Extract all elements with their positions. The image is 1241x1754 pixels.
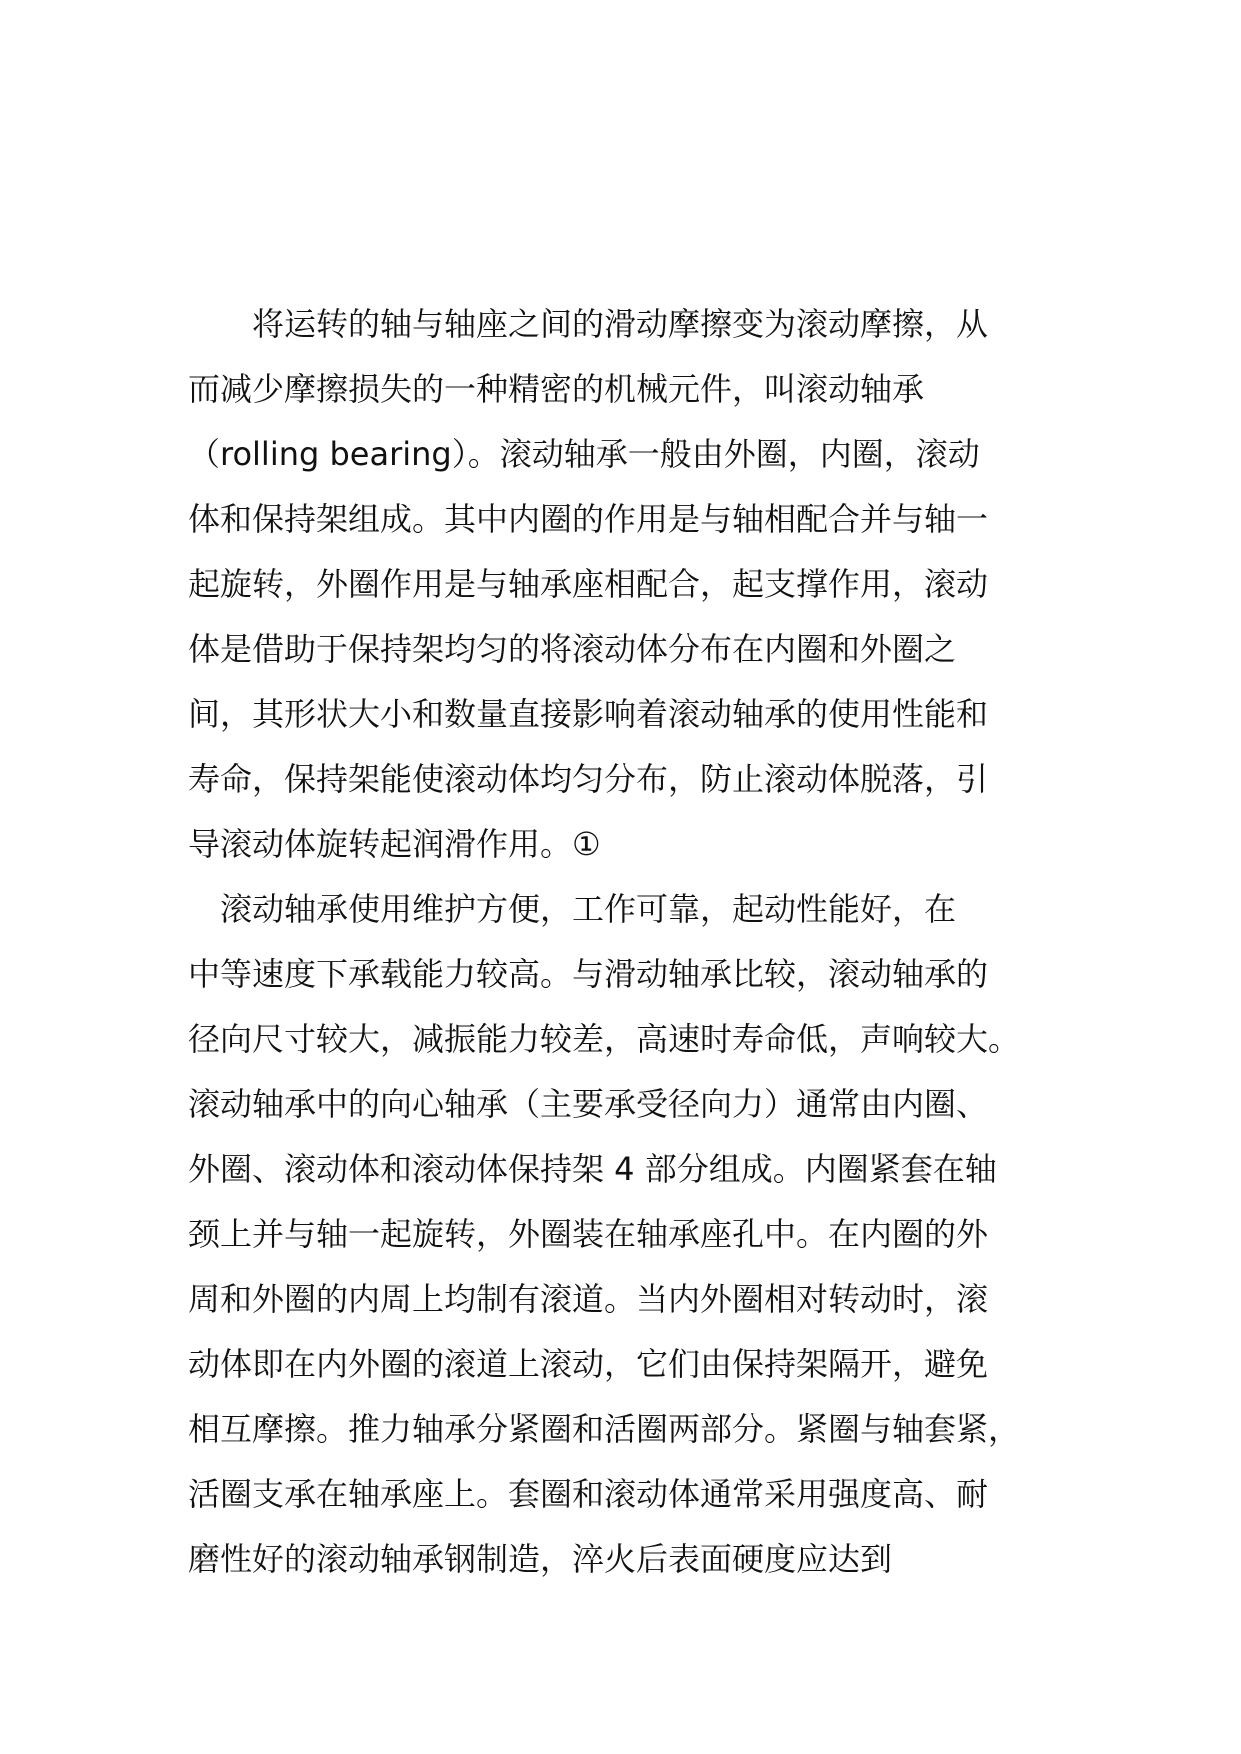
paragraph bbox=[188, 877, 1058, 1592]
text-line: 体是借助于保持架均匀的将滚动体分布在内圈和外圈之 bbox=[188, 630, 957, 668]
text-line: 中等速度下承载能力较高。与滑动轴承比较，滚动轴承的 bbox=[188, 955, 989, 993]
text-line: 滚动轴承使用维护方便，工作可靠，起动性能好，在 bbox=[188, 890, 957, 928]
text-line: 起旋转，外圈作用是与轴承座相配合，起支撑作用，滚动 bbox=[188, 565, 989, 603]
text-line: （rolling bearing）。滚动轴承一般由外圈，内圈，滚动 bbox=[188, 435, 980, 473]
text-line: 间，其形状大小和数量直接影响着滚动轴承的使用性能和 bbox=[188, 695, 989, 733]
text-line: 动体即在内外圈的滚道上滚动，它们由保持架隔开，避免 bbox=[188, 1345, 989, 1383]
document-body bbox=[188, 292, 1058, 1592]
text-line: 寿命，保持架能使滚动体均匀分布，防止滚动体脱落，引 bbox=[188, 760, 989, 798]
text-line: 周和外圈的内周上均制有滚道。当内外圈相对转动时，滚 bbox=[188, 1280, 989, 1318]
text-line: 而减少摩擦损失的一种精密的机械元件，叫滚动轴承 bbox=[188, 370, 925, 408]
text-line: 活圈支承在轴承座上。套圈和滚动体通常采用强度高、耐 bbox=[188, 1475, 989, 1513]
paragraph bbox=[188, 292, 1058, 877]
text-line: 相互摩擦。推力轴承分紧圈和活圈两部分。紧圈与轴套紧， bbox=[188, 1410, 1021, 1448]
text-line: 颈上并与轴一起旋转，外圈装在轴承座孔中。在内圈的外 bbox=[188, 1215, 989, 1253]
text-line: 滚动轴承中的向心轴承（主要承受径向力）通常由内圈、 bbox=[188, 1085, 989, 1123]
text-line: 导滚动体旋转起润滑作用。① bbox=[188, 825, 601, 863]
text-line: 体和保持架组成。其中内圈的作用是与轴相配合并与轴一 bbox=[188, 500, 989, 538]
text-line: 磨性好的滚动轴承钢制造，淬火后表面硬度应达到 bbox=[188, 1540, 893, 1578]
text-line: 外圈、滚动体和滚动体保持架 4 部分组成。内圈紧套在轴 bbox=[188, 1150, 997, 1188]
text-line: 将运转的轴与轴座之间的滑动摩擦变为滚动摩擦，从 bbox=[188, 305, 989, 343]
text-line: 径向尺寸较大，减振能力较差，高速时寿命低，声响较大。 bbox=[188, 1020, 1021, 1058]
